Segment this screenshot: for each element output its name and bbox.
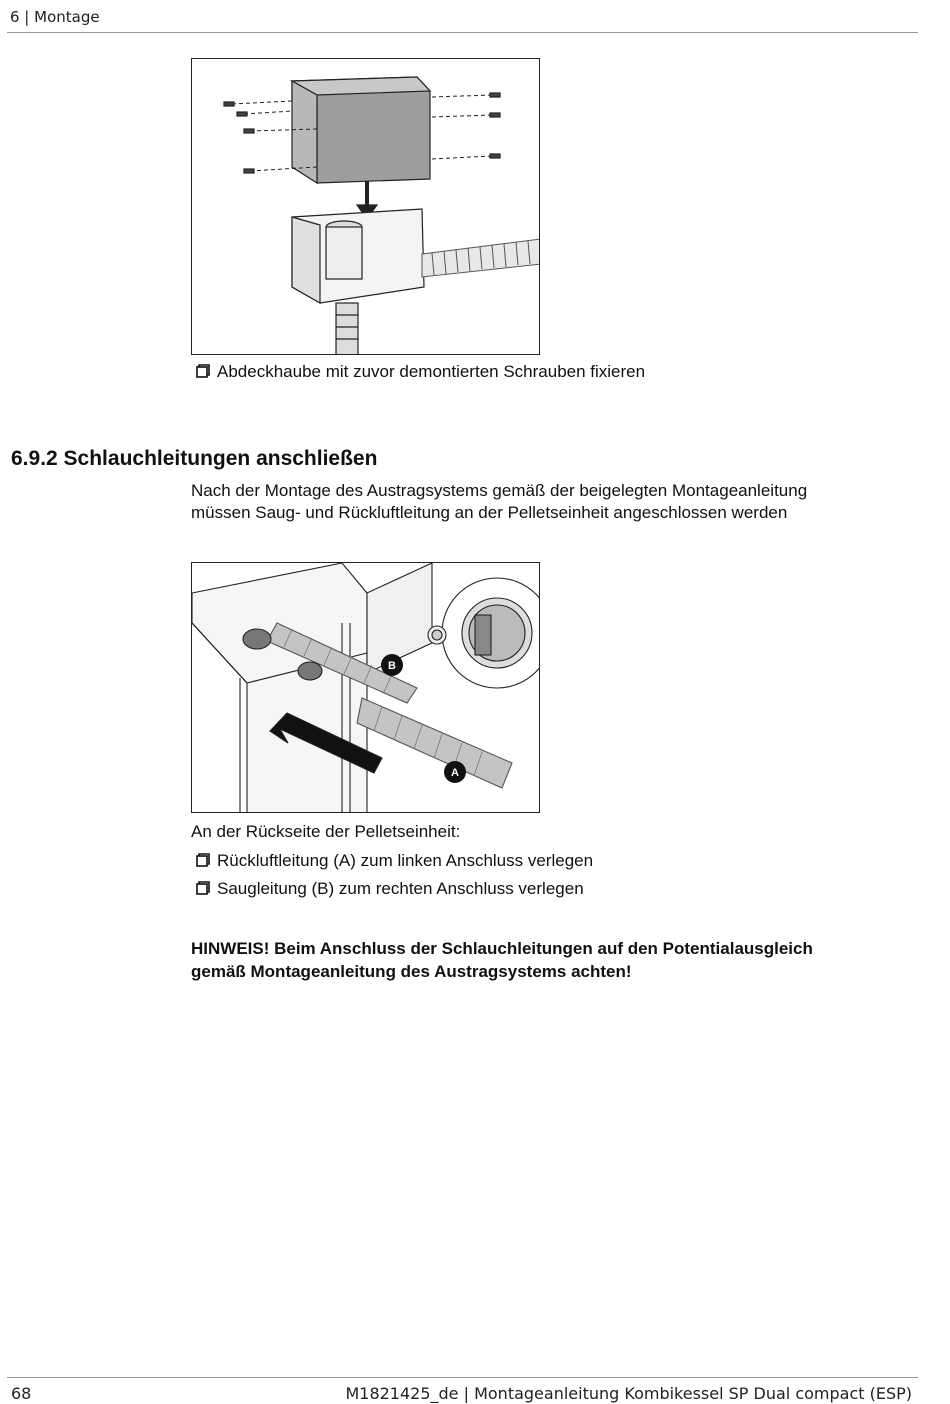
step-text: Abdeckhaube mit zuvor demontierten Schrauben fixieren (217, 362, 646, 381)
cover-hood-illustration (192, 59, 540, 355)
figure-hose-connection (191, 562, 540, 813)
running-header: 6 | Montage (10, 8, 100, 26)
checkbox-bullet-icon (196, 364, 210, 378)
document-title: M1821425_de | Montageanleitung Kombikessel SP Dual compact (ESP) (345, 1384, 912, 1403)
intro-line: Nach der Montage des Austragsystems gemäß der beigelegten Montageanleitung (191, 481, 808, 500)
step-fix-cover-hood (196, 362, 645, 382)
intro-line: müssen Saug- und Rückluftleitung an der Pelletseinheit angeschlossen werden (191, 503, 788, 522)
notice-line: gemäß Montageanleitung des Austragsystems achten! (191, 962, 632, 981)
step-return-air-hose (196, 851, 593, 871)
step-suction-hose (196, 879, 584, 899)
label-a: A (451, 767, 459, 779)
hose-connection-illustration (192, 563, 540, 813)
footer-divider (7, 1377, 918, 1378)
label-b: B (388, 660, 396, 672)
steps-lead: An der Rückseite der Pelletseinheit: (191, 822, 461, 841)
section-heading: 6.9.2 Schlauchleitungen anschließen (11, 447, 378, 470)
step-text: Rückluftleitung (A) zum linken Anschluss verlegen (217, 851, 594, 870)
notice-block (191, 937, 813, 983)
notice-line: HINWEIS! Beim Anschluss der Schlauchleitungen auf den Potentialausgleich (191, 939, 813, 958)
figure-cover-hood (191, 58, 540, 355)
section-intro (191, 480, 807, 524)
step-text: Saugleitung (B) zum rechten Anschluss verlegen (217, 879, 584, 898)
page-number: 68 (11, 1384, 32, 1403)
checkbox-bullet-icon (196, 881, 210, 895)
header-divider (7, 32, 918, 33)
checkbox-bullet-icon (196, 853, 210, 867)
